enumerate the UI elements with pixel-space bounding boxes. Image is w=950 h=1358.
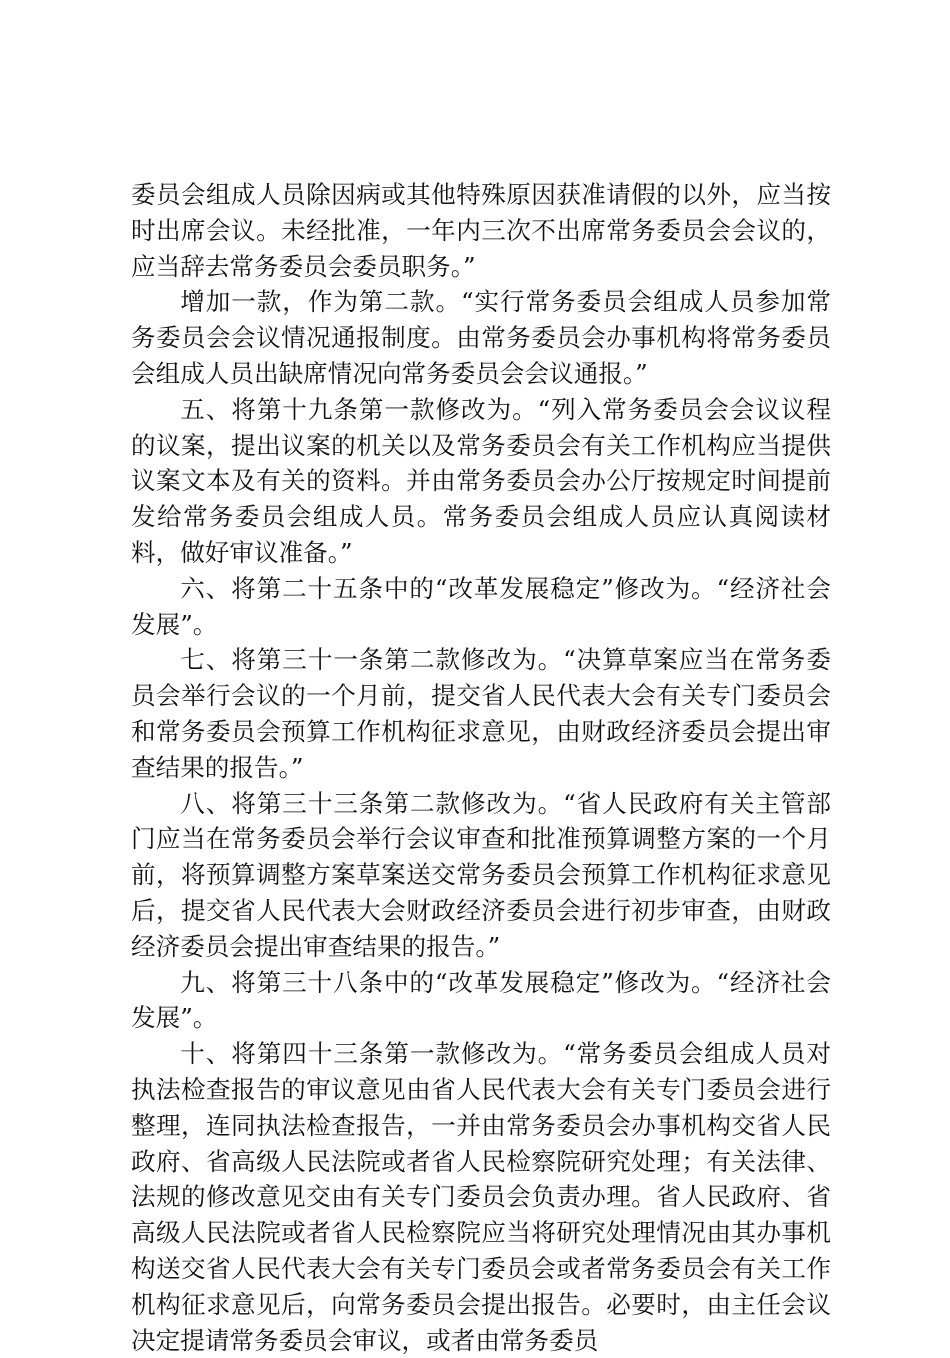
paragraph: 增加一款，作为第二款。“实行常务委员会组成人员参加常务委员会会议情况通报制度。由常务委员会办事机构将常务委员会组成人员出缺席情况向常务委员会会议通报。” xyxy=(131,287,831,388)
paragraph: 七、将第三十一条第二款修改为。“决算草案应当在常务委员会举行会议的一个月前，提交省人民代表大会有关专门委员会和常务委员会预算工作机构征求意见，由财政经济委员会提出审查结果的报告。” xyxy=(131,645,831,782)
paragraph: 八、将第三十三条第二款修改为。“省人民政府有关主管部门应当在常务委员会举行会议审查和批准预算调整方案的一个月前，将预算调整方案草案送交常务委员会预算工作机构征求意见后，提交省人民代表大会财政经济委员会进行初步审查，由财政经济委员会提出审查结果的报告。” xyxy=(131,788,831,961)
paragraph: 六、将第二十五条中的“改革发展稳定”修改为。“经济社会发展”。 xyxy=(131,573,831,639)
paragraph: 委员会组成人员除因病或其他特殊原因获准请假的以外，应当按时出席会议。未经批准，一年内三次不出席常务委员会会议的，应当辞去常务委员会委员职务。” xyxy=(131,180,831,281)
paragraph: 九、将第三十八条中的“改革发展稳定”修改为。“经济社会发展”。 xyxy=(131,967,831,1033)
document-body xyxy=(131,177,831,1358)
paragraph: 五、将第十九条第一款修改为。“列入常务委员会会议议程的议案，提出议案的机关以及常务委员会有关工作机构应当提供议案文本及有关的资料。并由常务委员会办公厅按规定时间提前发给常务委员会组成人员。常务委员会组成人员应认真阅读材料，做好审议准备。” xyxy=(131,394,831,567)
paragraph: 十、将第四十三条第一款修改为。“常务委员会组成人员对执法检查报告的审议意见由省人民代表大会有关专门委员会进行整理，连同执法检查报告，一并由常务委员会办事机构交省人民政府、省高级人民法院或者省人民检察院研究处理；有关法律、法规的修改意见交由有关专门委员会负责办理。省人民政府、省高级人民法院或者省人民检察院应当将研究处理情况由其办事机构送交省人民代表大会有关专门委员会或者常务委员会有关工作机构征求意见后，向常务委员会提出报告。必要时，由主任会议决定提请常务委员会审议，或者由常务委员 xyxy=(131,1039,831,1355)
